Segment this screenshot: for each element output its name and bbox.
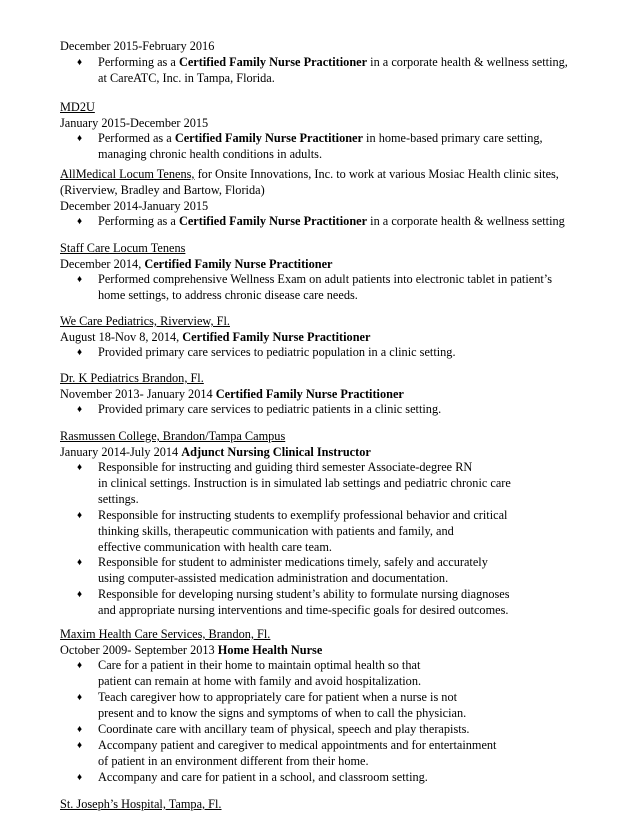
bullet-icon: ♦: [77, 589, 83, 600]
date-line: August 18-Nov 8, 2014, Certified Family Nurse Practitioner: [60, 330, 371, 344]
employer-name: Maxim Health Care Services, Brandon, Fl.: [60, 627, 271, 641]
bullet-text: Performed as a Certified Family Nurse Practitioner in home-based primary care setting,: [98, 131, 543, 145]
bullet-continuation: settings.: [98, 492, 139, 506]
bullet-continuation: at CareATC, Inc. in Tampa, Florida.: [98, 71, 275, 85]
employer-name: Staff Care Locum Tenens: [60, 241, 186, 255]
bullet-icon: ♦: [77, 724, 83, 735]
bullet-text: Care for a patient in their home to maintain optimal health so that: [98, 658, 421, 672]
bullet-icon: ♦: [77, 274, 83, 285]
bullet-icon: ♦: [77, 772, 83, 783]
bullet-text: Responsible for instructing and guiding third semester Associate-degree RN: [98, 460, 473, 474]
location-line: (Riverview, Bradley and Bartow, Florida): [60, 183, 265, 197]
date-line: December 2014-January 2015: [60, 199, 209, 213]
bullet-text: Performing as a Certified Family Nurse Practitioner in a corporate health & wellness setting: [98, 214, 565, 228]
bullet-continuation: and appropriate nursing interventions and time-specific goals for desired outcomes.: [98, 603, 509, 617]
employer-name: MD2U: [60, 100, 95, 114]
date-line: December 2015-February 2016: [60, 39, 215, 53]
employer-name: AllMedical Locum Tenens,: [60, 167, 195, 181]
bullet-text: Provided primary care services to pediatric patients in a clinic setting.: [98, 402, 442, 416]
date-line: October 2009- September 2013 Home Health Nurse: [60, 643, 323, 657]
bullet-text: Teach caregiver how to appropriately care for patient when a nurse is not: [98, 690, 458, 704]
bullet-icon: ♦: [77, 347, 83, 358]
bullet-text: Responsible for student to administer medications timely, safely and accurately: [98, 555, 488, 569]
bullet-icon: ♦: [77, 133, 83, 144]
bullet-icon: ♦: [77, 216, 83, 227]
employer-name: Dr. K Pediatrics Brandon, Fl.: [60, 371, 204, 385]
bullet-text: Responsible for instructing students to exemplify professional behavior and critical: [98, 508, 508, 522]
employer-name: St. Joseph’s Hospital, Tampa, Fl.: [60, 797, 222, 811]
bullet-text: Performing as a Certified Family Nurse Practitioner in a corporate health & wellness setting,: [98, 55, 568, 69]
bullet-icon: ♦: [77, 404, 83, 415]
date-line: January 2014-July 2014 Adjunct Nursing Clinical Instructor: [60, 445, 371, 459]
bullet-icon: ♦: [77, 57, 83, 68]
bullet-continuation: home settings, to address chronic disease care needs.: [98, 288, 358, 302]
date-line: December 2014, Certified Family Nurse Practitioner: [60, 257, 333, 271]
date-line: November 2013- January 2014 Certified Family Nurse Practitioner: [60, 387, 404, 401]
bullet-continuation: in clinical settings. Instruction is in simulated lab settings and pediatric chronic care: [98, 476, 511, 490]
bullet-text: Performed comprehensive Wellness Exam on adult patients into electronic tablet in patient’s: [98, 272, 552, 286]
bullet-icon: ♦: [77, 462, 83, 473]
bullet-icon: ♦: [77, 660, 83, 671]
bullet-text: Accompany patient and caregiver to medical appointments and for entertainment: [98, 738, 497, 752]
date-line: January 2015-December 2015: [60, 116, 209, 130]
bullet-continuation: managing chronic health conditions in adults.: [98, 147, 323, 161]
bullet-icon: ♦: [77, 692, 83, 703]
bullet-text: Accompany and care for patient in a school, and classroom setting.: [98, 770, 428, 784]
bullet-continuation: using computer-assisted medication administration and documentation.: [98, 571, 449, 585]
employer-name: Rasmussen College, Brandon/Tampa Campus: [60, 429, 286, 443]
bullet-continuation: present and to know the signs and symptoms of when to call the physician.: [98, 706, 467, 720]
bullet-icon: ♦: [77, 740, 83, 751]
employer-name: We Care Pediatrics, Riverview, Fl.: [60, 314, 230, 328]
bullet-text: Responsible for developing nursing student’s ability to formulate nursing diagnoses: [98, 587, 510, 601]
bullet-continuation: patient can remain at home with family and avoid hospitalization.: [98, 674, 422, 688]
bullet-icon: ♦: [77, 510, 83, 521]
bullet-text: Coordinate care with ancillary team of physical, speech and play therapists.: [98, 722, 470, 736]
bullet-continuation: thinking skills, therapeutic communication with patients and family, and: [98, 524, 454, 538]
bullet-icon: ♦: [77, 557, 83, 568]
bullet-continuation: effective communication with health care team.: [98, 540, 332, 554]
employer-line: AllMedical Locum Tenens, for Onsite Innovations, Inc. to work at various Mosiac Health clinic sites,: [60, 167, 559, 181]
bullet-text: Provided primary care services to pediatric population in a clinic setting.: [98, 345, 456, 359]
bullet-continuation: of patient in an environment different from their home.: [98, 754, 369, 768]
